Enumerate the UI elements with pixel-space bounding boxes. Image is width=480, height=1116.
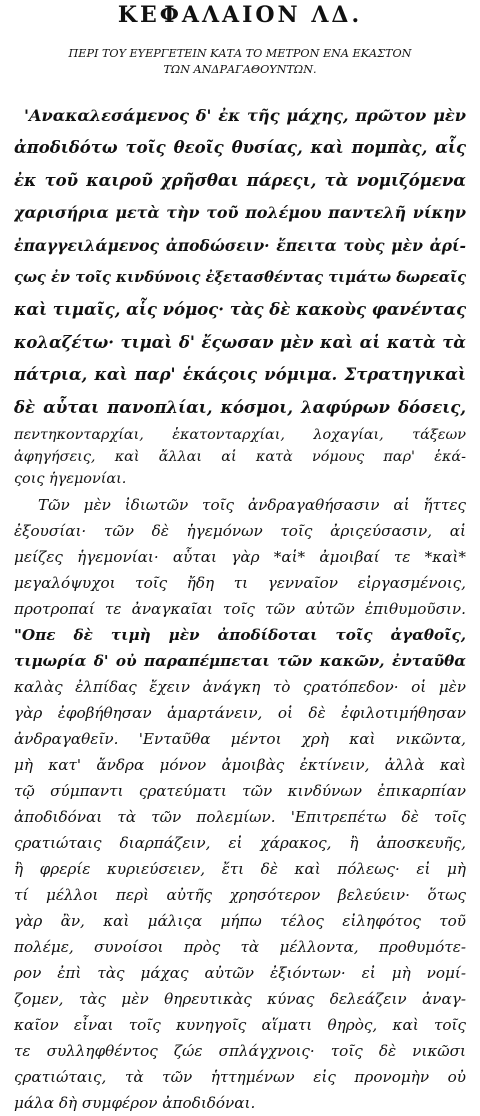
text-line: ἢ φρερίε κυριεύσειεν, ἔτι δὲ καὶ πόλεως· εἰ μὴ (14, 860, 466, 879)
paragraph-1-small (14, 424, 466, 490)
text-line: τῷ σύμπαντι ςρατεύματι τῶν κινδύνων ἐπικαρπίαν (14, 782, 466, 801)
text-line: ἀφηγήσεις, καὶ ἄλλαι αἱ κατὰ νόμους παρ' ἑκά- (14, 449, 466, 466)
subtitle-line-1: ΠΕΡΙ ΤΟΥ ΕΥΕΡΓΕΤΕΙΝ ΚΑΤΑ ΤΟ ΜΕΤΡΟΝ ΕΝΑ ΕΚΑΣΤΟΝ (68, 47, 412, 60)
text-line: τί μέλλοι περὶ αὐτῆς χρησότερον βελεύειν· ὅτως (14, 886, 466, 905)
text-line: μείζες ἡγεμονίαι· αὗται γὰρ *αἱ* ἀμοιβαί τε *καὶ* (14, 548, 466, 567)
text-line: πεντηκονταρχίαι, ἑκατονταρχίαι, λοχαγίαι, τάξεων (14, 427, 466, 444)
text-line: τιμωρία δ' οὐ παραπέμπεται τῶν κακῶν, ἐνταῦθα (14, 652, 466, 671)
text-line: ἀνδραγαθεῖν. 'Ενταῦθα μέντοι χρὴ καὶ νικῶντα, (14, 730, 466, 749)
chapter-subtitle (14, 46, 466, 78)
text-line: καλὰς ἐλπίδας ἔχειν ἀνάγκη τὸ ςρατόπεδον· οἱ μὲν (14, 678, 466, 697)
text-line: ςως ἐν τοῖς κινδύνοις ἐξετασθέντας τιμάτω δωρεαῖς (14, 269, 466, 287)
text-line: ἐξουσίαι· τῶν δὲ ἡγεμόνων τοῖς ἀριςεύσασιν, αἱ (14, 522, 466, 541)
text-line: ἐπαγγειλάμενος ἀποδώσειν· ἔπειτα τοὺς μὲν ἀρί- (14, 235, 466, 255)
paragraph-1-bold (14, 100, 466, 424)
chapter-title: ΚΕΦΑΛΑΙΟΝ ΛΔ. (117, 2, 363, 28)
text-line: "Οπε δὲ τιμὴ μὲν ἀποδίδοται τοῖς ἀγαθοῖς, (14, 626, 466, 645)
text-line: καὶ τιμαῖς, αἷς νόμος· τὰς δὲ κακοὺς φανέντας (14, 300, 466, 320)
text-line: γὰρ ἂν, καὶ μάλιςα μήπω τέλος εἰληφότος τοῦ (14, 912, 466, 931)
text-line: Τῶν μὲν ἰδιωτῶν τοῖς ἀνδραγαθήσασιν αἱ ἥττες (38, 496, 466, 515)
text-line: ζομεν, τὰς μὲν θηρευτικὰς κύνας δελεάζειν ἀναγ- (14, 990, 466, 1009)
text-line: γὰρ ἐφοβήθησαν ἁμαρτάνειν, οἱ δὲ ἐφιλοτιμήθησαν (14, 704, 466, 723)
text-line: μάλα δὴ συμφέρον ἀποδιδόναι. (14, 1094, 256, 1113)
text-line: χαρισήρια μετὰ τὴν τοῦ πολέμου παντελῆ νίκην (14, 203, 466, 223)
paragraph-2 (14, 492, 466, 622)
paragraph-3 (14, 674, 466, 1116)
text-line: τε συλληφθέντος ζώε σπλάγχνοις· τοῖς δὲ νικῶσι (14, 1042, 466, 1061)
text-line: προτροπαί τε ἀναγκαῖαι τοῖς τῶν αὐτῶν ἐπιθυμοῦσιν. (14, 600, 466, 619)
text-line: ςρατιώταις διαρπάζειν, εἰ χάρακος, ἢ ἀποσκευῆς, (14, 834, 466, 853)
text-line: κολαζέτω· τιμαὶ δ' ἔςωσαν μὲν καὶ αἱ κατὰ τὰ (14, 332, 466, 352)
text-line: ρον ἐπὶ τὰς μάχας αὐτῶν ἐξιόντων· εἰ μὴ νομί- (14, 964, 466, 983)
text-line: μεγαλόψυχοι τοῖς ἤδη τι γενναῖον εἰργασμένοις, (14, 574, 466, 593)
text-line: καῖον εἶναι τοῖς κυνηγοῖς αἵματι θηρὸς, καὶ τοῖς (14, 1016, 466, 1035)
text-line: μὴ κατ' ἄνδρα μόνον ἀμοιβὰς ἐκτίνειν, ἀλλὰ καὶ (14, 756, 466, 775)
text-line: δὲ αὗται πανοπλίαι, κόσμοι, λαφύρων δόσεις, (14, 397, 466, 417)
text-line: πάτρια, καὶ παρ' ἑκάςοις νόμιμα. Στρατηγικαὶ (14, 365, 466, 385)
text-line: ἀποδιδότω τοῖς θεοῖς θυσίας, καὶ πομπὰς, αἷς (14, 138, 466, 158)
text-line: πολέμε, συνοίσοι πρὸς τὰ μέλλοντα, προθυμότε- (14, 938, 466, 957)
text-line: ςρατιώταις, τὰ τῶν ἡττημένων εἰς προνομὴν οὐ (14, 1068, 466, 1087)
text-line: ἀποδιδόναι τὰ τῶν πολεμίων. 'Επιτρεπέτω δὲ τοῖς (14, 808, 466, 827)
text-line: ἐκ τοῦ καιροῦ χρῆσθαι πάρεςι, τὰ νομιζόμενα (14, 170, 466, 190)
text-line: 'Ανακαλεσάμενος δ' ἐκ τῆς μάχης, πρῶτον μὲν (24, 106, 466, 125)
paragraph-3-bold (14, 622, 466, 674)
subtitle-line-2: ΤΩΝ ΑΝΔΡΑΓΑΘΟΥΝΤΩΝ. (163, 63, 317, 76)
text-line: ςοις ἡγεμονίαι. (14, 471, 127, 488)
